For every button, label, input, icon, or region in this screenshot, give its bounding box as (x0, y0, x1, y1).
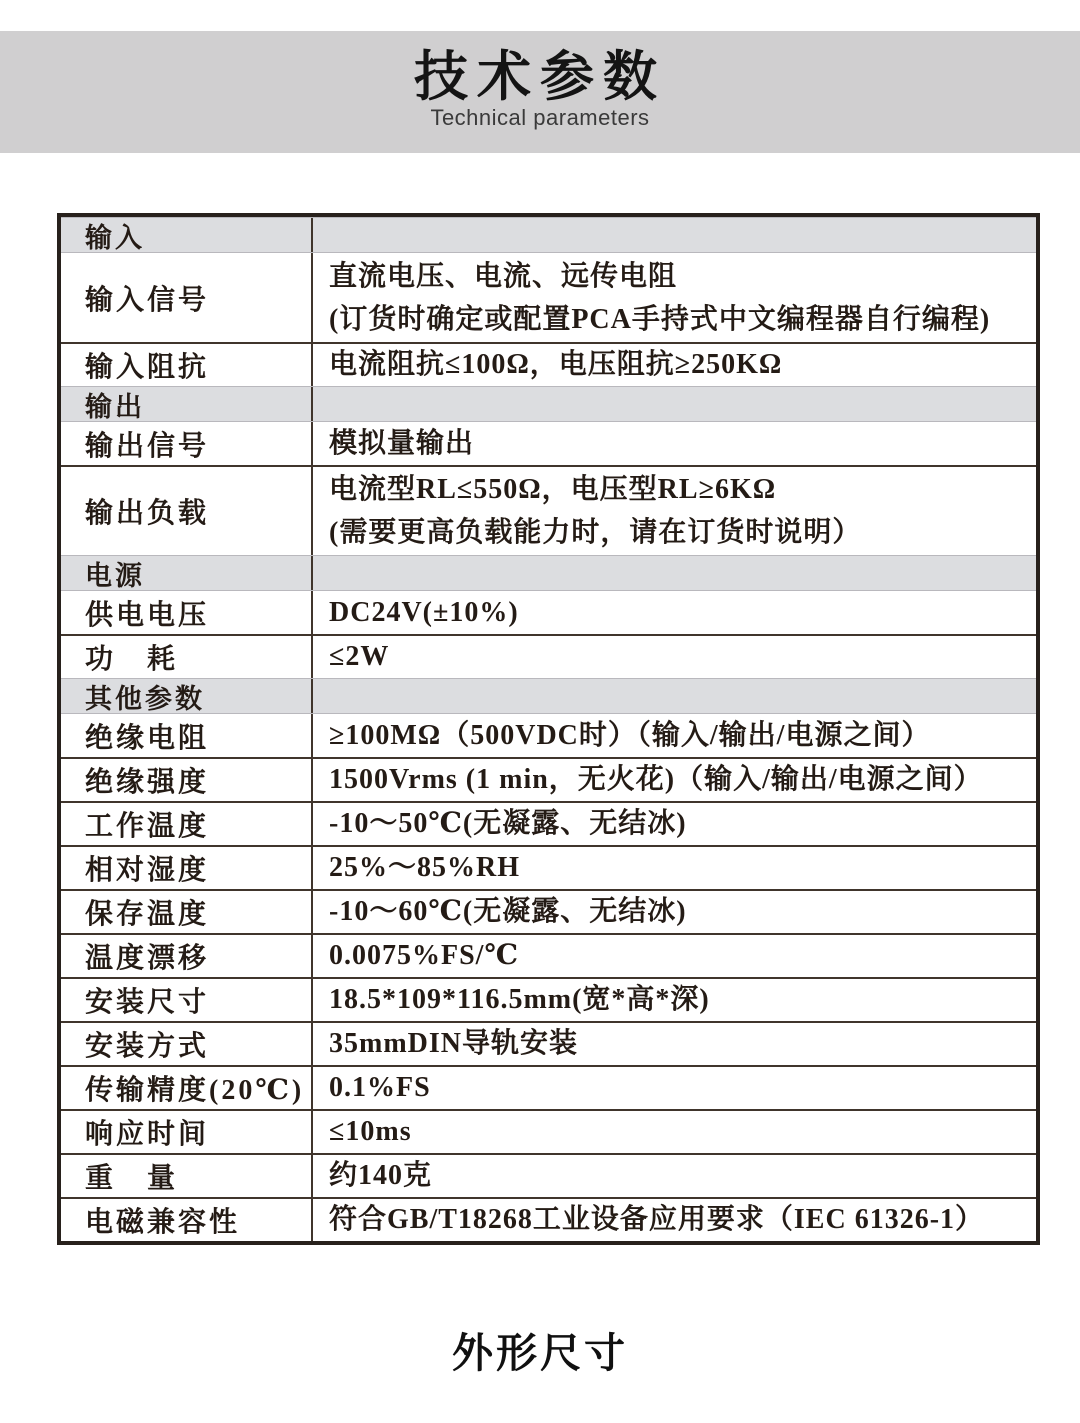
parameter-name: 电磁兼容性 (61, 1199, 313, 1241)
page-subtitle: Technical parameters (430, 105, 650, 131)
parameter-value-line: 18.5*109*116.5mm(宽*高*深) (329, 984, 710, 1015)
parameter-value (313, 1111, 1036, 1153)
spec-row (61, 757, 1036, 801)
parameter-value (313, 556, 1036, 590)
parameter-name: 输入阻抗 (61, 344, 313, 386)
parameter-name: 输入信号 (61, 253, 313, 342)
parameter-value (313, 1023, 1036, 1065)
parameter-value (313, 422, 1036, 465)
spec-row (61, 421, 1036, 465)
parameter-value-line: 约140克 (329, 1160, 433, 1191)
parameter-value (313, 714, 1036, 757)
parameter-value-line: ≤2W (329, 641, 390, 672)
parameter-value (313, 935, 1036, 977)
spec-row (61, 1021, 1036, 1065)
parameter-value-line: 35mmDIN导轨安装 (329, 1028, 578, 1059)
parameter-value-line: 0.1%FS (329, 1072, 431, 1103)
parameter-name: 相对湿度 (61, 847, 313, 889)
parameter-value (313, 803, 1036, 845)
section-header-row (61, 555, 1036, 590)
parameter-value (313, 1155, 1036, 1197)
parameter-name: 绝缘强度 (61, 759, 313, 801)
parameter-value-line: 电流阻抗≤100Ω，电压阻抗≥250KΩ (329, 349, 783, 380)
parameter-value-line: (需要更高负载能力时，请在订货时说明） (329, 517, 862, 548)
spec-row (61, 801, 1036, 845)
parameter-name: 重 量 (61, 1155, 313, 1197)
parameter-value-line: ≥100MΩ（500VDC时）（输入/输出/电源之间） (329, 719, 931, 751)
parameter-name: 供电电压 (61, 591, 313, 634)
parameter-name: 绝缘电阻 (61, 714, 313, 757)
parameter-value-line: -10～50℃(无凝露、无结冰) (329, 808, 687, 839)
parameter-value-line: 电流型RL≤550Ω，电压型RL≥6KΩ (329, 474, 777, 505)
parameter-value (313, 679, 1036, 713)
parameter-name: 温度漂移 (61, 935, 313, 977)
parameter-value (313, 467, 1036, 555)
parameter-value (313, 218, 1036, 252)
spec-row (61, 713, 1036, 757)
section-header-row (61, 678, 1036, 713)
spec-table (57, 213, 1040, 1245)
parameter-name: 传输精度(20℃) (61, 1067, 313, 1109)
section-header-row (61, 386, 1036, 421)
section-header-row (61, 217, 1036, 252)
parameter-name: 功 耗 (61, 636, 313, 678)
parameter-name: 安装尺寸 (61, 979, 313, 1021)
parameter-value-line: ≤10ms (329, 1116, 412, 1147)
spec-row (61, 465, 1036, 555)
parameter-name: 安装方式 (61, 1023, 313, 1065)
parameter-name: 其他参数 (61, 679, 313, 713)
parameter-value (313, 1199, 1036, 1241)
parameter-value (313, 1067, 1036, 1109)
parameter-value (313, 387, 1036, 421)
parameter-value (313, 591, 1036, 634)
parameter-name: 输出 (61, 387, 313, 421)
parameter-value-line: 模拟量输出 (329, 427, 475, 459)
spec-row (61, 590, 1036, 634)
parameter-value (313, 253, 1036, 342)
spec-row (61, 845, 1036, 889)
spec-row (61, 634, 1036, 678)
parameter-name: 输入 (61, 218, 313, 252)
bottom-section-title: 外形尺寸 (452, 1330, 628, 1376)
spec-row (61, 977, 1036, 1021)
parameter-name: 响应时间 (61, 1111, 313, 1153)
parameter-value (313, 847, 1036, 889)
parameter-value-line: 直流电压、电流、远传电阻 (329, 260, 678, 292)
parameter-name: 保存温度 (61, 891, 313, 933)
spec-row (61, 933, 1036, 977)
parameter-name: 电源 (61, 556, 313, 590)
spec-row (61, 1109, 1036, 1153)
parameter-value-line: 1500Vrms (1 min，无火花)（输入/输出/电源之间） (329, 764, 983, 795)
parameter-value-line: 0.0075%FS/℃ (329, 940, 520, 971)
parameter-value-line: 25%～85%RH (329, 852, 521, 883)
spec-row (61, 1065, 1036, 1109)
spec-row (61, 1153, 1036, 1197)
parameter-value (313, 759, 1036, 801)
parameter-value (313, 344, 1036, 386)
spec-row (61, 1197, 1036, 1241)
parameter-value-line: (订货时确定或配置PCA手持式中文编程器自行编程) (329, 303, 991, 335)
parameter-value-line: 符合GB/T18268工业设备应用要求（IEC 61326-1） (329, 1204, 985, 1235)
spec-row (61, 889, 1036, 933)
parameter-name: 输出负载 (61, 467, 313, 555)
page-title: 技术参数 (414, 47, 666, 107)
parameter-value-line: -10～60℃(无凝露、无结冰) (329, 896, 687, 927)
parameter-name: 工作温度 (61, 803, 313, 845)
parameter-value-line: DC24V(±10%) (329, 596, 519, 628)
header-band (0, 31, 1080, 153)
spec-row (61, 342, 1036, 386)
parameter-name: 输出信号 (61, 422, 313, 465)
parameter-value (313, 979, 1036, 1021)
parameter-value (313, 891, 1036, 933)
spec-row (61, 252, 1036, 342)
parameter-value (313, 636, 1036, 678)
